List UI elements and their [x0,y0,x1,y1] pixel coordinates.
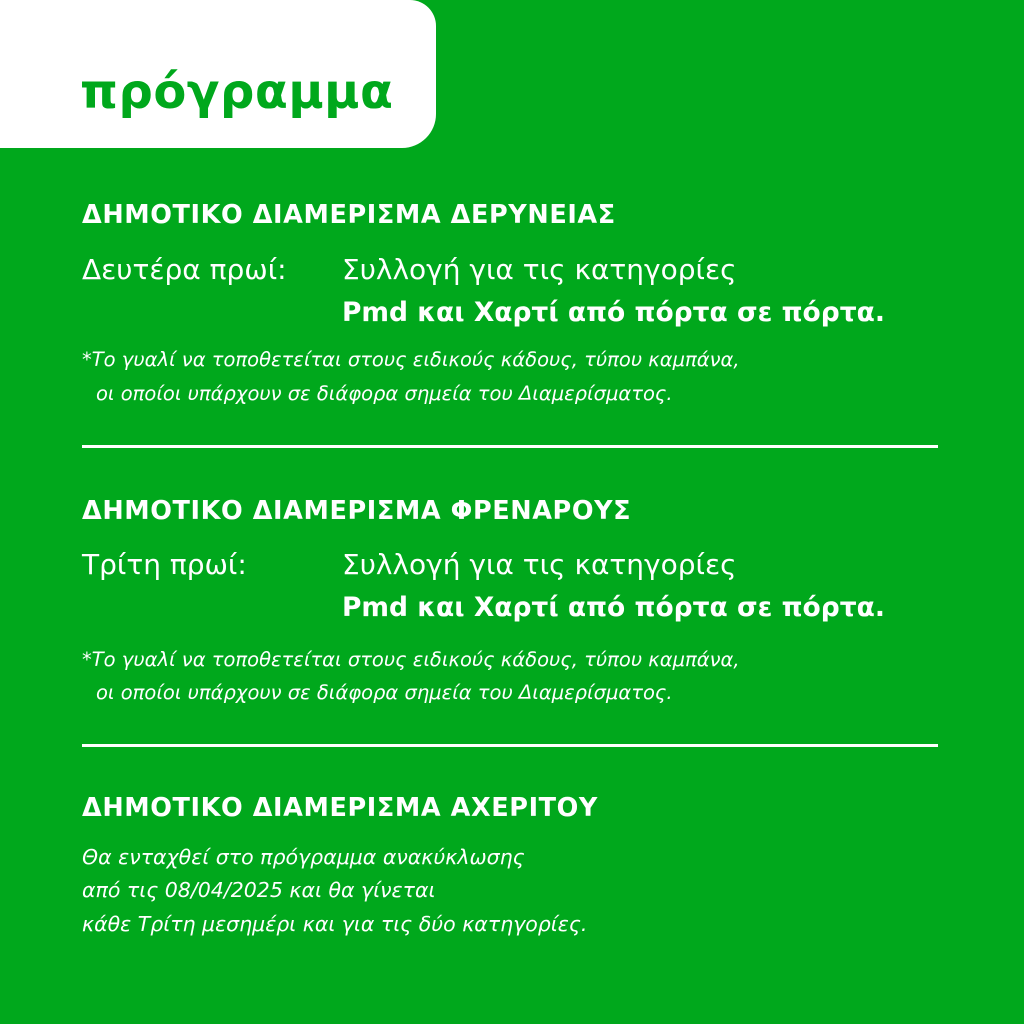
schedule-description-line1-frenaros: Συλλογή για τις κατηγορίες [342,548,737,581]
glass-note-line1-frenaros: *Το γυαλί να τοποθετείται στους ειδικούς κάδους, τύπου καμπάνα, [82,648,740,671]
section-divider [82,744,938,747]
schedule-description-line2-frenaros: Pmd και Χαρτί από πόρτα σε πόρτα. [342,592,885,623]
schedule-description-line2-derynia: Pmd και Χαρτί από πόρτα σε πόρτα. [342,297,885,328]
schedule-day-frenaros: Τρίτη πρωί: [82,548,247,581]
schedule-day-derynia: Δευτέρα πρωί: [82,253,287,286]
info-line3-acheritou: κάθε Τρίτη μεσημέρι και για τις δύο κατηγορίες. [82,912,588,936]
info-line2-acheritou: από τις 08/04/2025 και θα γίνεται [82,878,436,902]
section-heading-derynia: ΔΗΜΟΤΙΚΟ ΔΙΑΜΕΡΙΣΜΑ ΔΕΡΥΝΕΙΑΣ [82,200,616,230]
section-heading-acheritou: ΔΗΜΟΤΙΚΟ ΔΙΑΜΕΡΙΣΜΑ ΑΧΕΡΙΤΟΥ [82,793,598,823]
page-title: πρόγραμμα [80,64,394,120]
section-heading-frenaros: ΔΗΜΟΤΙΚΟ ΔΙΑΜΕΡΙΣΜΑ ΦΡΕΝΑΡΟΥΣ [82,496,632,526]
glass-note-line1-derynia: *Το γυαλί να τοποθετείται στους ειδικούς κάδους, τύπου καμπάνα, [82,348,740,371]
glass-note-line2-frenaros: οι οποίοι υπάρχουν σε διάφορα σημεία του Διαμερίσματος. [96,681,673,704]
glass-note-line2-derynia: οι οποίοι υπάρχουν σε διάφορα σημεία του Διαμερίσματος. [96,382,673,405]
section-divider [82,445,938,448]
info-line1-acheritou: Θα ενταχθεί στο πρόγραμμα ανακύκλωσης [82,845,525,869]
schedule-description-line1-derynia: Συλλογή για τις κατηγορίες [342,253,737,286]
